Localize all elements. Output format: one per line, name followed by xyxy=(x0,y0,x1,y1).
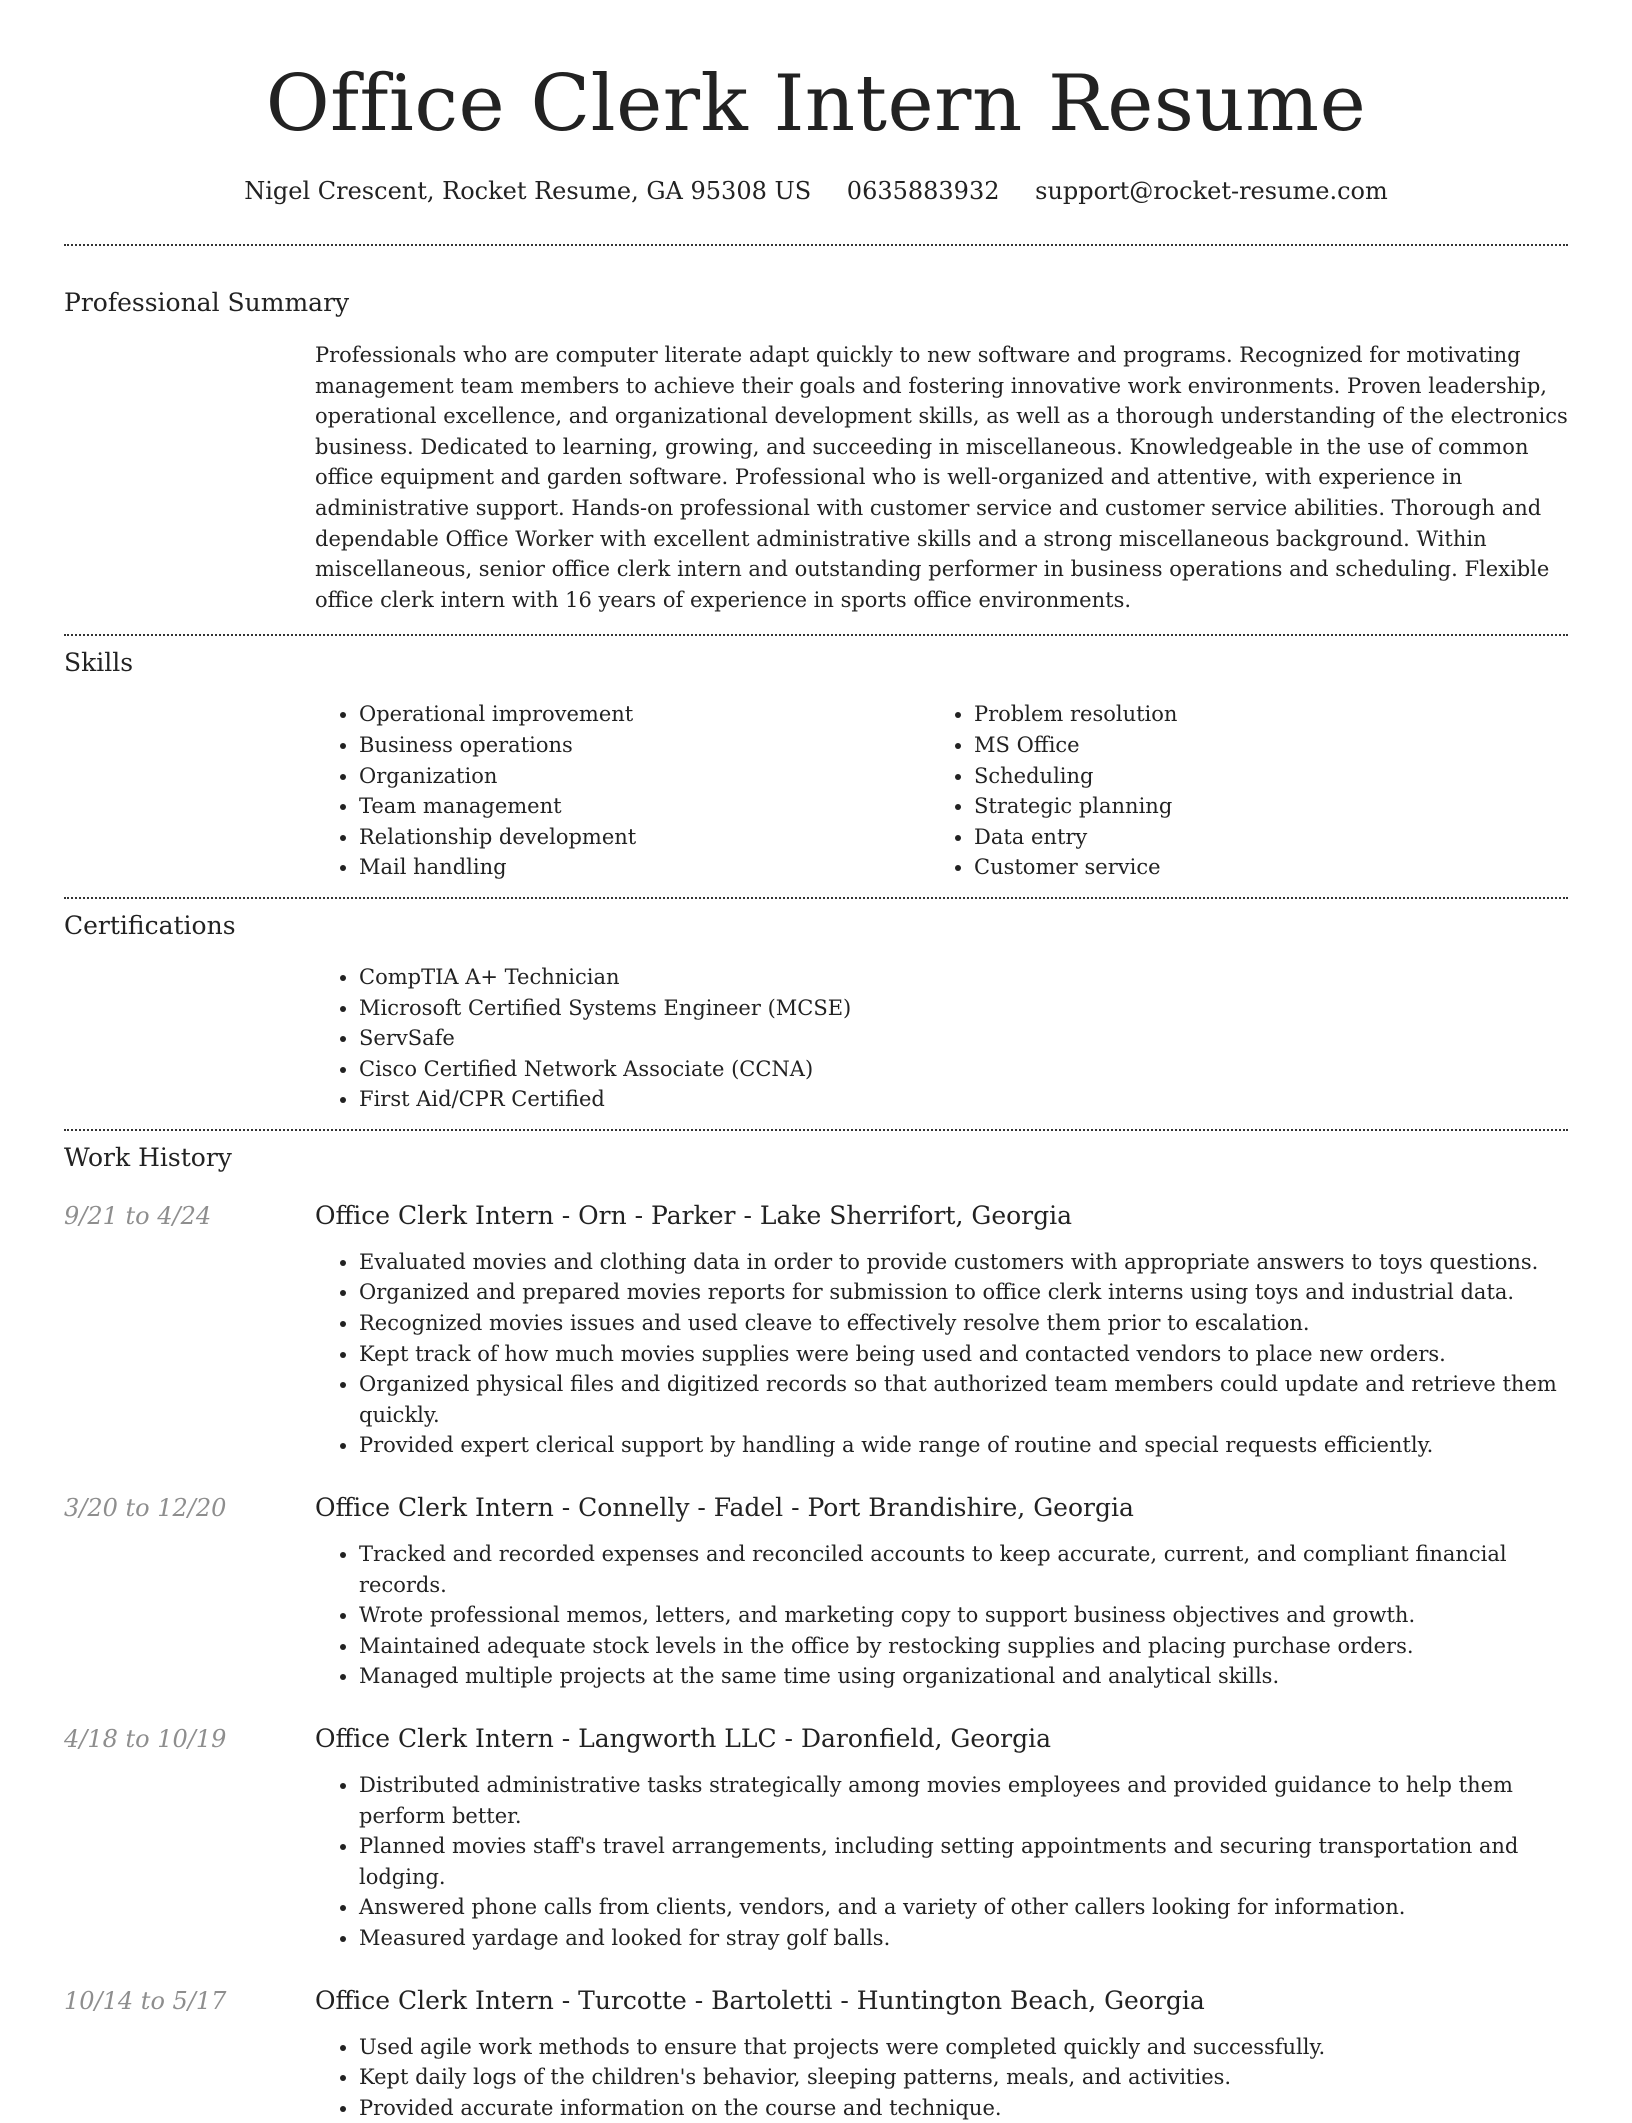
certification-item: • ServSafe xyxy=(359,1023,1568,1054)
job-duty: • Used agile work methods to ensure that projects were completed quickly and successfully. xyxy=(359,2032,1568,2063)
skills-list-left xyxy=(315,699,930,883)
skills-section xyxy=(64,636,1568,883)
job-header xyxy=(64,1984,1568,2018)
skill-item: • Organization xyxy=(359,761,930,792)
certification-item: • Cisco Certified Network Associate (CCNA) xyxy=(359,1054,1568,1085)
contact-line xyxy=(64,174,1568,208)
contact-phone: 0635883932 xyxy=(846,177,1000,205)
job-title: Office Clerk Intern - Langworth LLC - Daronfield, Georgia xyxy=(315,1724,1052,1753)
resume-title: Office Clerk Intern Resume xyxy=(265,59,1367,149)
job-header xyxy=(64,1722,1568,1756)
certification-item: • Microsoft Certified Systems Engineer (MCSE) xyxy=(359,993,1568,1024)
job-dates: 3/20 to 12/20 xyxy=(64,1494,227,1523)
job-duties xyxy=(315,1539,1568,1692)
certifications-heading: Certifications xyxy=(64,910,236,940)
job-header xyxy=(64,1491,1568,1525)
skill-item: • Customer service xyxy=(974,852,1545,883)
job-duty: • Maintained adequate stock levels in the office by restocking supplies and placing purchase orders. xyxy=(359,1631,1568,1662)
job-dates: 4/18 to 10/19 xyxy=(64,1725,227,1753)
job-entry xyxy=(64,1199,1568,1461)
skill-item: • Strategic planning xyxy=(974,791,1545,822)
work-history-section xyxy=(64,1131,1568,2123)
job-duty: • Kept daily logs of the children's behavior, sleeping patterns, meals, and activities. xyxy=(359,2062,1568,2093)
job-entry xyxy=(64,1984,1568,2123)
contact-address: Nigel Crescent, Rocket Resume, GA 95308 US xyxy=(244,177,812,205)
job-duty: • Planned movies staff's travel arrangements, including setting appointments and securing transportation and lodging. xyxy=(359,1831,1568,1892)
job-dates: 10/14 to 5/17 xyxy=(64,1986,227,2015)
job-duty: • Tracked and recorded expenses and reconciled accounts to keep accurate, current, and compliant financial records. xyxy=(359,1539,1568,1600)
skill-item: • Team management xyxy=(359,791,930,822)
job-duty: • Kept track of how much movies supplies were being used and contacted vendors to place new orders. xyxy=(359,1339,1568,1370)
job-duty: • Distributed administrative tasks strategically among movies employees and provided guidance to help them perform better. xyxy=(359,1770,1568,1831)
job-duties xyxy=(315,1770,1568,1954)
skill-item: • Scheduling xyxy=(974,761,1545,792)
job-duty: • Wrote professional memos, letters, and marketing copy to support business objectives and growth. xyxy=(359,1600,1568,1631)
skills-column-left xyxy=(315,699,930,883)
skills-heading: Skills xyxy=(64,648,134,678)
skill-item: • Data entry xyxy=(974,822,1545,853)
skill-item: • Business operations xyxy=(359,730,930,761)
skills-list-right xyxy=(930,699,1545,883)
job-duty: • Provided expert clerical support by handling a wide range of routine and special requests efficiently. xyxy=(359,1430,1568,1461)
skill-item: • Operational improvement xyxy=(359,699,930,730)
skills-grid xyxy=(315,699,1568,883)
skill-item: • Mail handling xyxy=(359,852,930,883)
job-duty: • Managed multiple projects at the same time using organizational and analytical skills. xyxy=(359,1661,1568,1692)
job-title: Office Clerk Intern - Orn - Parker - Lake Sherrifort, Georgia xyxy=(315,1200,1073,1230)
job-entry xyxy=(64,1722,1568,1954)
summary-body xyxy=(315,340,1568,615)
certifications-body xyxy=(315,962,1568,1115)
job-duty: • Organized and prepared movies reports for submission to office clerk interns using toys and industrial data. xyxy=(359,1277,1568,1308)
job-duty: • Organized physical files and digitized records so that authorized team members could update and retrieve them quickly. xyxy=(359,1369,1568,1430)
certification-item: • First Aid/CPR Certified xyxy=(359,1084,1568,1115)
skill-item: • Problem resolution xyxy=(974,699,1545,730)
job-duty: • Measured yardage and looked for stray golf balls. xyxy=(359,1923,1568,1954)
summary-heading: Professional Summary xyxy=(64,288,350,317)
job-title: Office Clerk Intern - Turcotte - Bartoletti - Huntington Beach, Georgia xyxy=(315,1985,1205,2015)
job-duty: • Recognized movies issues and used cleave to effectively resolve them prior to escalation. xyxy=(359,1308,1568,1339)
summary-section xyxy=(64,246,1568,615)
certification-item: • CompTIA A+ Technician xyxy=(359,962,1568,993)
certifications-list xyxy=(315,962,1568,1115)
skills-column-right xyxy=(930,699,1545,883)
job-dates: 9/21 to 4/24 xyxy=(64,1201,212,1230)
skill-item: • MS Office xyxy=(974,730,1545,761)
job-duty: • Evaluated movies and clothing data in order to provide customers with appropriate answers to toys questions. xyxy=(359,1247,1568,1278)
job-duty: • Answered phone calls from clients, vendors, and a variety of other callers looking for information. xyxy=(359,1892,1568,1923)
job-entry xyxy=(64,1491,1568,1692)
job-duties xyxy=(315,2032,1568,2123)
skill-item: • Relationship development xyxy=(359,822,930,853)
job-duties xyxy=(315,1247,1568,1461)
contact-email: support@rocket-resume.com xyxy=(1035,177,1388,205)
job-title: Office Clerk Intern - Connelly - Fadel - Port Brandishire, Georgia xyxy=(315,1493,1134,1523)
job-duty: • Provided accurate information on the course and technique. xyxy=(359,2093,1568,2123)
work-history-heading: Work History xyxy=(64,1142,232,1172)
job-header xyxy=(64,1199,1568,1233)
summary-text: Professionals who are computer literate adapt quickly to new software and programs. Recognized for motivating management team members to achieve their goals and fostering innovative work environments. Proven leadership, operational excellence, and organizational development skills, as well as a thorough understanding of the electronics business. Dedicated to learning, growing, and succeeding in miscellaneous. Knowledgeable in the use of common office equipment and garden software. Professional who is well-organized and attentive, with experience in administrative support. Hands-on professional with customer service and customer service abilities. Thorough and dependable Office Worker with excellent administrative skills and a strong miscellaneous background. Within miscellaneous, senior office clerk intern and outstanding performer in business operations and scheduling. Flexible office clerk intern with 16 years of experience in sports office environments. xyxy=(315,343,1568,612)
certifications-section xyxy=(64,899,1568,1115)
